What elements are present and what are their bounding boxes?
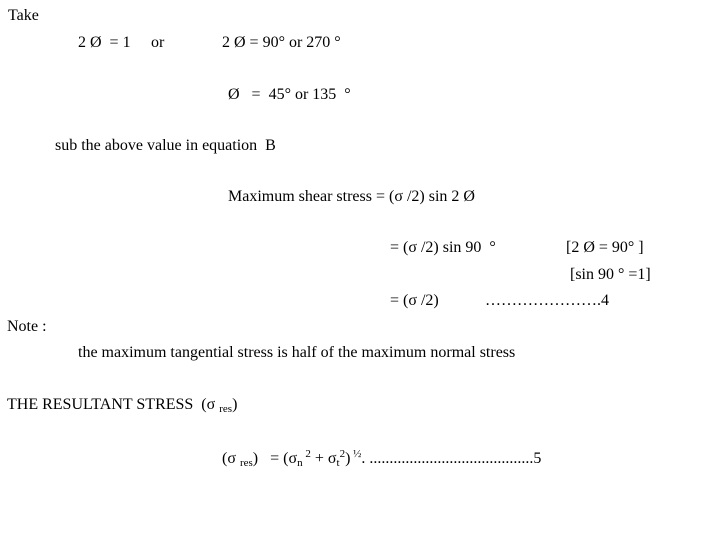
- step-sin90: = (σ /2) sin 90 °: [390, 239, 496, 256]
- resultant-heading-text: THE RESULTANT STRESS (σ: [7, 396, 220, 413]
- max-shear-stress-line: Maximum shear stress = (σ /2) sin 2 Ø: [228, 188, 475, 205]
- eq5-square-2: 2: [339, 448, 346, 460]
- eq5-open: (σ: [222, 450, 240, 467]
- condition-degrees: 2 Ø = 90° or 270 °: [222, 34, 341, 51]
- bracket-two-phi: [2 Ø = 90° ]: [566, 239, 644, 256]
- eq5-plus: + σ: [310, 450, 337, 467]
- eq5-half-power: ½: [350, 448, 362, 460]
- note-text: the maximum tangential stress is half of the maximum normal stress: [78, 344, 516, 361]
- eq5-square-1: 2: [302, 448, 311, 460]
- phi-values: Ø = 45° or 135 °: [228, 86, 351, 103]
- resultant-heading-sub: res: [219, 403, 233, 415]
- resultant-heading-close: ): [232, 396, 238, 413]
- eq5-close: ): [345, 450, 351, 467]
- substitution-line: sub the above value in equation B: [55, 137, 276, 154]
- condition-equals-one: 2 Ø = 1: [78, 34, 131, 51]
- or-label: or: [151, 34, 165, 51]
- resultant-stress-heading: [7, 396, 237, 414]
- step-sigma-half: = (σ /2): [390, 292, 439, 309]
- eq5-t-sub: t: [336, 457, 340, 469]
- eq5-n-sub: n: [297, 457, 303, 469]
- eq5-mid: ) = (σ: [252, 450, 298, 467]
- note-label: Note :: [7, 318, 47, 335]
- eq5-dots: . .........................................5: [361, 450, 542, 467]
- take-label: Take: [8, 7, 39, 24]
- bracket-sin90: [sin 90 ° =1]: [570, 266, 651, 283]
- eq5-res-sub: res: [239, 457, 253, 469]
- equation-4-label: ………………….4: [485, 292, 609, 309]
- equation-5: [222, 450, 541, 468]
